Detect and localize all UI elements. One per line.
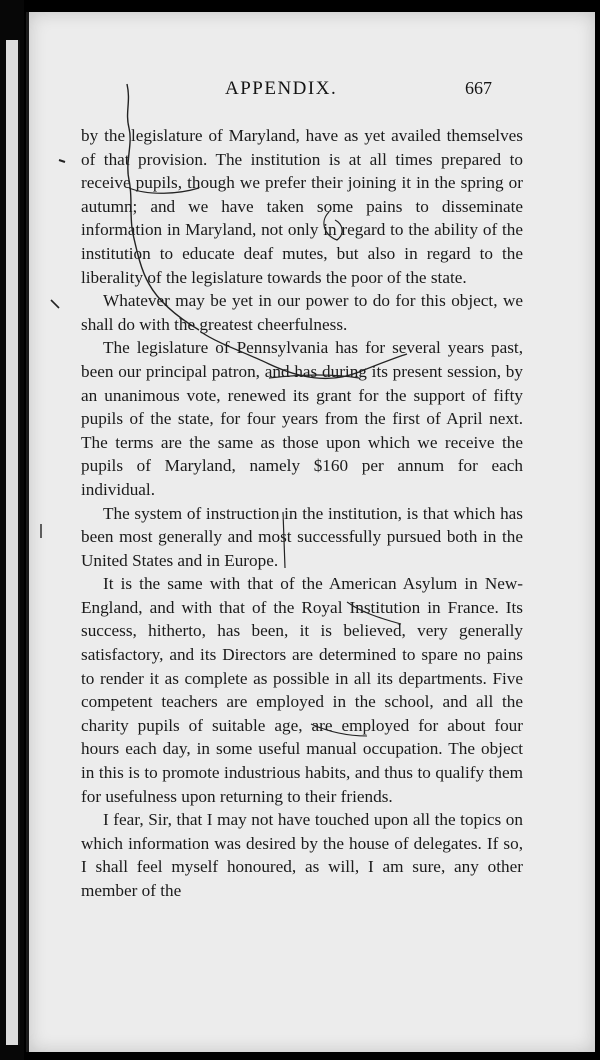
paragraph-5: It is the same with that of the American Asylum in New-England, and with that of the Royal Institution in France. Its success, hitherto, has been, it is believed, very generally satisfactory, and its Directors are determined to spare no pains to render it as complete as possible in all its departments. Five competent teachers are employed in the school, and all the charity pupils of suitable age, are employed for about four hours each day, in some useful manual occupation. The object in this is to promote industrious habits, and thus to qualify them for usefulness upon returning to their friends. <box>81 574 523 806</box>
adjacent-page-edge <box>6 40 20 1045</box>
book-page <box>26 12 595 1052</box>
margin-tick-2 <box>51 300 59 308</box>
paragraph-4: The system of instruction in the institution, is that which has been most generally and most successfully pursued both in the United States and in Europe. <box>81 503 523 570</box>
margin-tick-1 <box>59 160 65 162</box>
paragraph-2: Whatever may be yet in our power to do for this object, we shall do with the greatest cheerfulness. <box>81 291 523 334</box>
page-header <box>29 78 595 108</box>
paragraph-3: The legislature of Pennsylvania has for several years past, been our principal patron, and has during its present session, by an unanimous vote, renewed its grant for the support of fifty pupils of the state, for four years from the first of April next. The terms are the same as those upon which we receive the pupils of Maryland, namely $160 per annum for each individual. <box>81 338 523 499</box>
paragraph-1: by the legislature of Maryland, have as yet availed themselves of that provision. The institution is at all times prepared to receive pupils, though we prefer their joining it in the spring or autumn; and we have taken some pains to disseminate information in Maryland, not only in regard to the ability of the institution to educate deaf mutes, but also in regard to the liberality of the legislature towards the poor of the state. <box>81 126 523 287</box>
page-number: 667 <box>465 78 492 98</box>
page-body <box>81 124 523 903</box>
running-title: APPENDIX. <box>225 78 338 99</box>
paragraph-6: I fear, Sir, that I may not have touched upon all the topics on which information was desired by the house of delegates. If so, I shall feel myself honoured, as will, I am sure, any other member of the <box>81 810 523 900</box>
